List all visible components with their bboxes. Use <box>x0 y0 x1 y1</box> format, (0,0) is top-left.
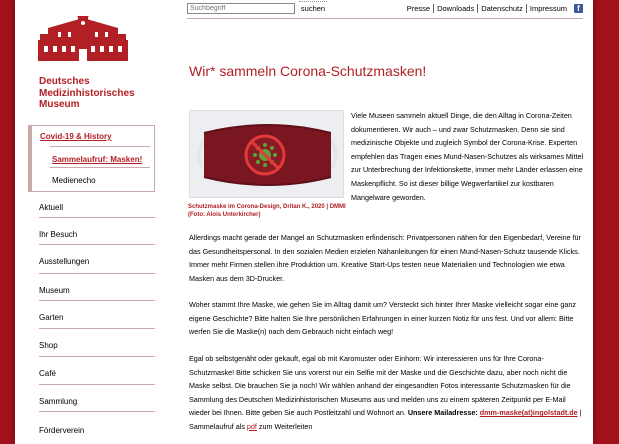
search-button[interactable]: suchen <box>299 1 327 14</box>
sidebar-item-ausstellungen[interactable]: Ausstellungen <box>39 257 90 266</box>
sidebar-item-foerderverein[interactable]: Förderverein <box>39 426 85 435</box>
sidebar-item-shop[interactable]: Shop <box>39 341 58 350</box>
nav-divider <box>39 273 155 274</box>
nav-divider <box>39 300 155 301</box>
mail-link[interactable]: dmm-maske(at)ingolstadt.de <box>479 408 578 418</box>
sidebar-item-aktuell[interactable]: Aktuell <box>39 203 64 212</box>
sidebar-item-covid-history[interactable]: Covid-19 & History <box>40 132 112 141</box>
nav-divider <box>39 356 155 357</box>
nav-divider <box>39 217 155 218</box>
org-name[interactable] <box>39 76 159 111</box>
top-link-downloads[interactable]: Downloads <box>437 4 475 13</box>
top-divider <box>187 18 583 19</box>
facebook-icon[interactable]: f <box>574 4 583 13</box>
sidebar-item-museum[interactable]: Museum <box>39 286 70 295</box>
page-title: Wir* sammeln Corona-Schutzmasken! <box>189 63 427 79</box>
org-name-line-3: Museum <box>39 99 80 110</box>
paragraph-4-text: Egal ob selbstgenäht oder gekauft, egal ob mit Karomuster oder Einhorn: Wir interessieren uns für Ihre Corona-Schutzmaske! Bitte schicken Sie uns vorerst nur ein Selfie mit der Maske und die Geschichte dazu, aber noch nicht die Maske selbst. Die brauchen Sie ja noch! Wir wählen anhand der eingesandten Fotos interessante Schutzmasken für die Sammlung des Deutschen Medizinhistorischen Museums aus und melden uns zu einem späteren Zeitpunkt per E-Mail wieder bei Ihnen. Bitte geben Sie auch Postleitzahl und Wohnort an. <box>189 354 571 418</box>
org-name-line-2: Medizinhistorisches <box>39 87 135 99</box>
pdf-link[interactable]: pdf <box>246 421 257 431</box>
sidebar-item-garten[interactable]: Garten <box>39 313 64 322</box>
sidebar-item-sammlung[interactable]: Sammlung <box>39 397 78 406</box>
mask-photo[interactable] <box>189 110 344 198</box>
nav-divider <box>39 244 155 245</box>
nav-divider <box>50 167 150 168</box>
top-link-impressum[interactable]: Impressum <box>529 4 567 13</box>
search-input[interactable] <box>187 3 295 14</box>
paragraph-4 <box>189 352 584 434</box>
paragraph-4-tail-a: | Sammelaufruf als <box>189 408 582 431</box>
top-link-presse[interactable]: Presse <box>406 4 431 13</box>
intro-paragraph: Viele Museen sammeln aktuell Dinge, die den Alltag in Corona-Zeiten dokumentieren. Wir auch – und zwar Schutzmasken. Denn sie sind medizinische Objekte und zugleich Symbol der Corona-Krise. Experten empfehlen das Tragen eines Mund-Nasen-Schutzes als wirksames Mittel zur Unterbrechung der Infektionskette, immer mehr Länder erlassen eine Maskenpflicht. So ist dieser billige Wegwerfartikel zur kostbaren Mangelware geworden. <box>351 111 584 202</box>
sidebar-subitem-medienecho[interactable]: Medienecho <box>52 176 96 185</box>
page-frame <box>15 0 593 444</box>
sidebar-item-ihr-besuch[interactable]: Ihr Besuch <box>39 230 78 239</box>
paragraph-2: Allerdings macht gerade der Mangel an Schutzmasken erfinderisch: Privatpersonen nähen für den Eigenbedarf, Vereine für das Gesundheitspersonal. In den sozialen Medien erzielen Nähanleitungen für einen Mund-Nasen-Schutz tausende Klicks. Immer mehr Firmen stellen ihre Produktion um. Kreative Start-Ups testen neue Materialien und Technologien wie etwa Masken aus dem 3D-Drucker. <box>189 233 581 283</box>
paragraph-4-tail-b: zum Weiterleiten <box>256 421 313 431</box>
mail-label: Unsere Mailadresse: <box>407 408 478 418</box>
sidebar-subitem-sammelaufruf[interactable]: Sammelaufruf: Masken! <box>52 155 143 164</box>
sidebar-item-cafe[interactable]: Café <box>39 369 56 378</box>
museum-building-logo[interactable] <box>38 16 128 61</box>
paragraph-3: Woher stammt Ihre Maske, wie gehen Sie im Alltag damit um? Versteckt sich hinter Ihrer Maske vielleicht sogar eine ganz eigene Geschichte? Bitte halten Sie Ihre persönlichen Erfahrungen in einer kurzen Notiz für uns fest. Und vor allem: Bitte werfen Sie die Maske(n) nach dem Gebrauch nicht einfach weg! <box>189 300 576 337</box>
mask-image <box>190 111 344 198</box>
nav-divider <box>50 146 150 147</box>
nav-divider <box>39 384 155 385</box>
top-link-datenschutz[interactable]: Datenschutz <box>481 4 523 13</box>
nav-divider <box>39 411 155 412</box>
org-name-line-1: Deutsches <box>39 76 90 87</box>
nav-divider <box>39 328 155 329</box>
photo-caption: Schutzmaske im Corona-Design, Dritan K., 2020 | DMMI (Foto: Alois Unterkircher) <box>188 204 346 218</box>
top-nav <box>404 4 583 13</box>
